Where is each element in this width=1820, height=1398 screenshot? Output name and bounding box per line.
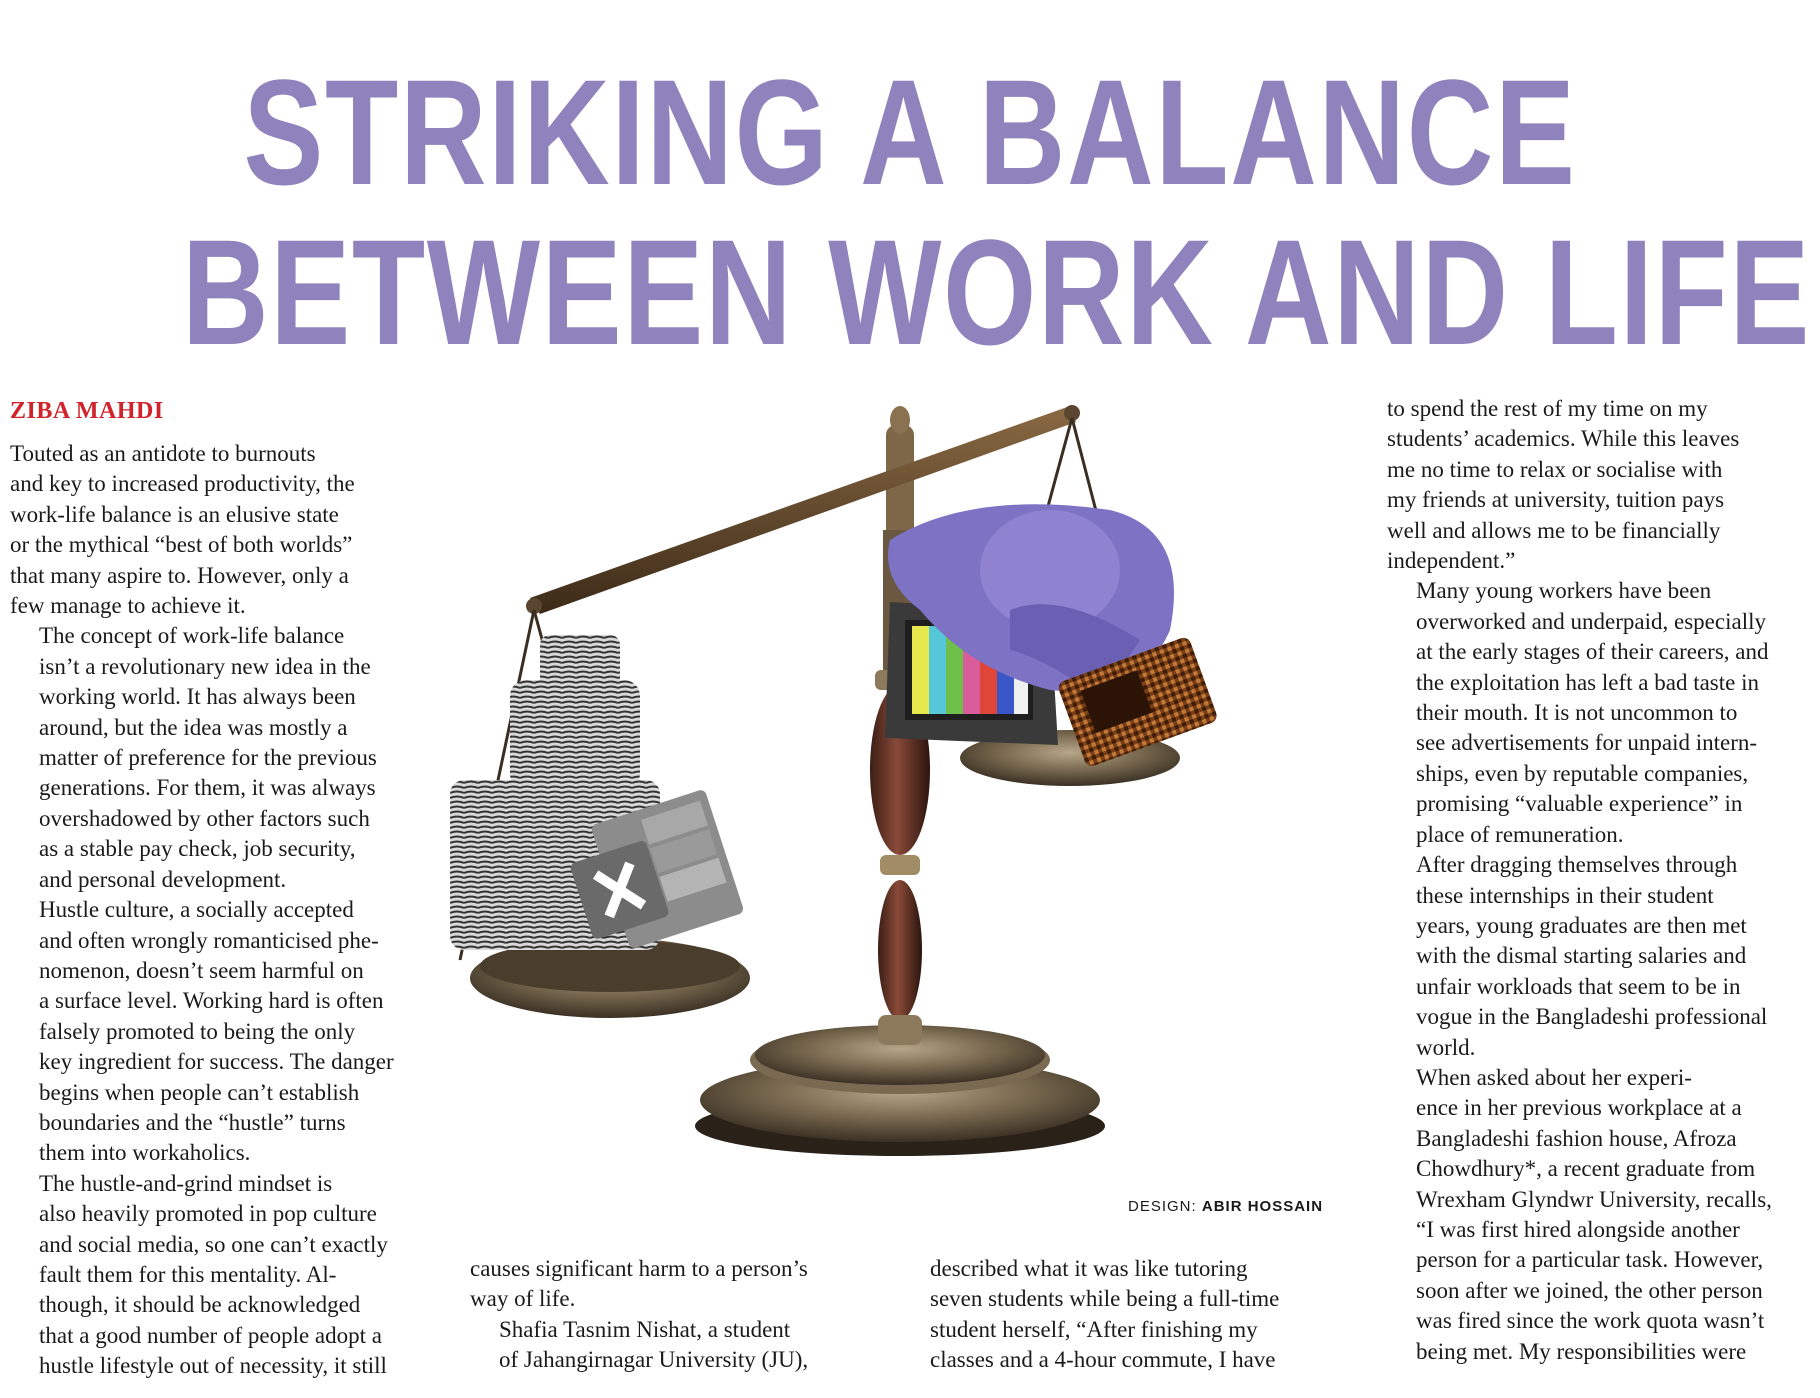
- text-line: working world. It has always been: [39, 684, 356, 710]
- text-line: and key to increased productivity, the: [10, 471, 355, 497]
- design-credit-label: DESIGN:: [1128, 1198, 1197, 1215]
- text-line: world.: [1416, 1034, 1476, 1060]
- text-line: and social media, so one can’t exactly: [39, 1231, 388, 1257]
- text-line: way of life.: [470, 1286, 576, 1312]
- text-line: students’ academics. While this leaves: [1387, 426, 1740, 452]
- text-line: person for a particular task. However,: [1416, 1247, 1764, 1273]
- text-line: independent.”: [1387, 548, 1516, 574]
- text-line: the exploitation has left a bad taste in: [1416, 669, 1759, 695]
- text-line: overworked and underpaid, especially: [1416, 608, 1766, 634]
- text-line: and often wrongly romanticised phe-: [39, 927, 379, 953]
- text-line: with the dismal starting salaries and: [1416, 943, 1747, 969]
- text-line: begins when people can’t establish: [39, 1079, 360, 1105]
- text-line: me no time to relax or socialise with: [1387, 456, 1723, 482]
- text-line: causes significant harm to a person’s: [470, 1256, 808, 1281]
- text-line: their mouth. It is not uncommon to: [1416, 700, 1738, 726]
- text-line: “I was first hired alongside another: [1416, 1216, 1740, 1242]
- text-line: and personal development.: [39, 866, 287, 892]
- text-line: key ingredient for success. The danger: [39, 1049, 394, 1075]
- text-line: described what it was like tutoring: [930, 1256, 1248, 1281]
- text-line: vogue in the Bangladeshi professional: [1416, 1004, 1768, 1030]
- headline-line-2: BETWEEN WORK AND LIFE: [182, 208, 1812, 376]
- column-2: [470, 1254, 890, 1376]
- text-line: soon after we joined, the other person: [1416, 1277, 1763, 1303]
- text-line: Many young workers have been: [1416, 578, 1712, 604]
- text-line: as a stable pay check, job security,: [39, 836, 356, 862]
- text-line: though, it should be acknowledged: [39, 1292, 361, 1318]
- text-line: matter of preference for the previous: [39, 745, 377, 771]
- text-line: them into workaholics.: [39, 1140, 251, 1166]
- text-line: When asked about her experi-: [1416, 1064, 1692, 1090]
- text-line: being met. My responsibilities were: [1416, 1338, 1747, 1364]
- text-line: at the early stages of their careers, and: [1416, 639, 1769, 665]
- column-4: [1387, 394, 1817, 1367]
- text-line: hustle lifestyle out of necessity, it still: [39, 1353, 387, 1379]
- column-1: [10, 439, 430, 1382]
- text-line: Touted as an antidote to burnouts: [10, 441, 316, 466]
- text-line: around, but the idea was mostly a: [39, 714, 348, 740]
- text-line: ships, even by reputable companies,: [1416, 760, 1749, 786]
- headline-line-1: STRIKING A BALANCE: [243, 48, 1577, 216]
- text-line: well and allows me to be financially: [1387, 517, 1721, 543]
- text-line: Wrexham Glyndwr University, recalls,: [1416, 1186, 1772, 1212]
- text-line: a surface level. Working hard is often: [39, 988, 384, 1014]
- article-paragraph: [470, 1254, 890, 1315]
- article-paragraph: [10, 895, 430, 1169]
- text-line: nomenon, doesn’t seem harmful on: [39, 957, 364, 983]
- text-line: to spend the rest of my time on my: [1387, 396, 1708, 421]
- text-line: After dragging themselves through: [1416, 852, 1738, 878]
- text-line: Chowdhury*, a recent graduate from: [1416, 1156, 1756, 1182]
- article-paragraph: [470, 1315, 890, 1376]
- text-line: of Jahangirnagar University (JU),: [499, 1347, 809, 1373]
- text-line: isn’t a revolutionary new idea in the: [39, 653, 371, 679]
- text-line: these internships in their student: [1416, 882, 1714, 908]
- text-line: see advertisements for unpaid intern-: [1416, 730, 1758, 756]
- text-line: boundaries and the “hustle” turns: [39, 1109, 346, 1135]
- text-line: seven students while being a full-time: [930, 1286, 1280, 1312]
- text-line: Shafia Tasnim Nishat, a student: [499, 1316, 791, 1342]
- text-line: unfair workloads that seem to be in: [1416, 973, 1741, 999]
- article-paragraph: [1387, 1063, 1817, 1367]
- design-credit: [1128, 1198, 1323, 1215]
- text-line: overshadowed by other factors such: [39, 805, 370, 831]
- text-line: my friends at university, tuition pays: [1387, 487, 1725, 513]
- article-paragraph: [1387, 394, 1817, 576]
- text-line: generations. For them, it was always: [39, 775, 376, 801]
- text-line: promising “valuable experience” in: [1416, 791, 1743, 817]
- text-line: fault them for this mentality. Al-: [39, 1261, 337, 1287]
- balance-scale-illustration: [450, 400, 1350, 1200]
- text-line: The hustle-and-grind mindset is: [39, 1170, 333, 1196]
- text-line: The concept of work-life balance: [39, 623, 345, 649]
- article-paragraph: [930, 1254, 1350, 1376]
- text-line: also heavily promoted in pop culture: [39, 1201, 377, 1227]
- text-line: few manage to achieve it.: [10, 593, 246, 619]
- text-line: that a good number of people adopt a: [39, 1322, 382, 1348]
- text-line: was fired since the work quota wasn’t: [1416, 1308, 1765, 1334]
- article-paragraph: [10, 1169, 430, 1382]
- text-line: Hustle culture, a socially accepted: [39, 897, 354, 923]
- text-line: ence in her previous workplace at a: [1416, 1095, 1742, 1121]
- text-line: that many aspire to. However, only a: [10, 562, 349, 588]
- headline: [182, 48, 1812, 376]
- article-paragraph: [10, 621, 430, 895]
- text-line: classes and a 4-hour commute, I have: [930, 1347, 1276, 1373]
- text-line: place of remuneration.: [1416, 821, 1624, 847]
- text-line: student herself, “After finishing my: [930, 1316, 1258, 1342]
- text-line: years, young graduates are then met: [1416, 912, 1747, 938]
- text-line: work-life balance is an elusive state: [10, 501, 339, 527]
- article-paragraph: [1387, 576, 1817, 850]
- design-credit-name: ABIR HOSSAIN: [1201, 1198, 1324, 1215]
- column-3: [930, 1254, 1350, 1376]
- text-line: Bangladeshi fashion house, Afroza: [1416, 1125, 1737, 1151]
- text-line: or the mythical “best of both worlds”: [10, 532, 353, 558]
- text-line: falsely promoted to being the only: [39, 1018, 356, 1044]
- byline: ZIBA MAHDI: [10, 398, 164, 424]
- article-paragraph: [1387, 850, 1817, 1063]
- article-paragraph: [10, 439, 430, 621]
